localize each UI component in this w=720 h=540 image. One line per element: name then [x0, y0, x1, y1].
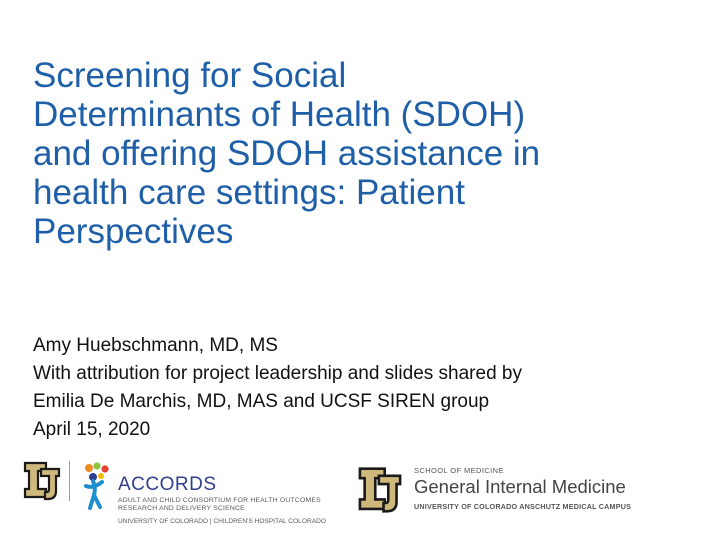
accords-logo	[22, 459, 362, 531]
cu-logo-icon	[22, 459, 62, 503]
attribution-line: Emilia De Marchis, MD, MAS and UCSF SIREN group	[33, 391, 490, 412]
date-line: April 15, 2020	[33, 419, 151, 440]
accords-figure-icon	[80, 462, 114, 510]
accords-subtitle-line: ADULT AND CHILD CONSORTIUM FOR HEALTH OUTCOMES	[118, 497, 321, 504]
accords-wordmark: ACCORDS	[118, 474, 217, 495]
cu-logo-icon	[356, 464, 404, 516]
accords-footer: UNIVERSITY OF COLORADO | CHILDREN'S HOSPITAL COLORADO	[118, 518, 327, 525]
title-line: Determinants of Health (SDOH)	[33, 95, 526, 134]
author-line: Amy Huebschmann, MD, MS	[33, 335, 278, 356]
accords-subtitle-line: RESEARCH AND DELIVERY SCIENCE	[118, 505, 245, 512]
school-of-medicine-label: SCHOOL OF MEDICINE	[414, 466, 504, 475]
campus-label: UNIVERSITY OF COLORADO ANSCHUTZ MEDICAL CAMPUS	[414, 502, 632, 511]
logo-divider	[69, 461, 70, 501]
title-line: Screening for Social	[33, 56, 347, 95]
gim-wordmark: General Internal Medicine	[414, 476, 626, 497]
gim-logo	[356, 462, 666, 528]
attribution-line: With attribution for project leadership and slides shared by	[33, 363, 522, 384]
title-line: health care settings: Patient	[33, 173, 465, 212]
slide-title	[33, 56, 693, 251]
title-line: and offering SDOH assistance in	[33, 134, 541, 173]
author-block	[33, 332, 693, 444]
accords-subtitle	[118, 497, 321, 513]
title-line: Perspectives	[33, 212, 234, 251]
